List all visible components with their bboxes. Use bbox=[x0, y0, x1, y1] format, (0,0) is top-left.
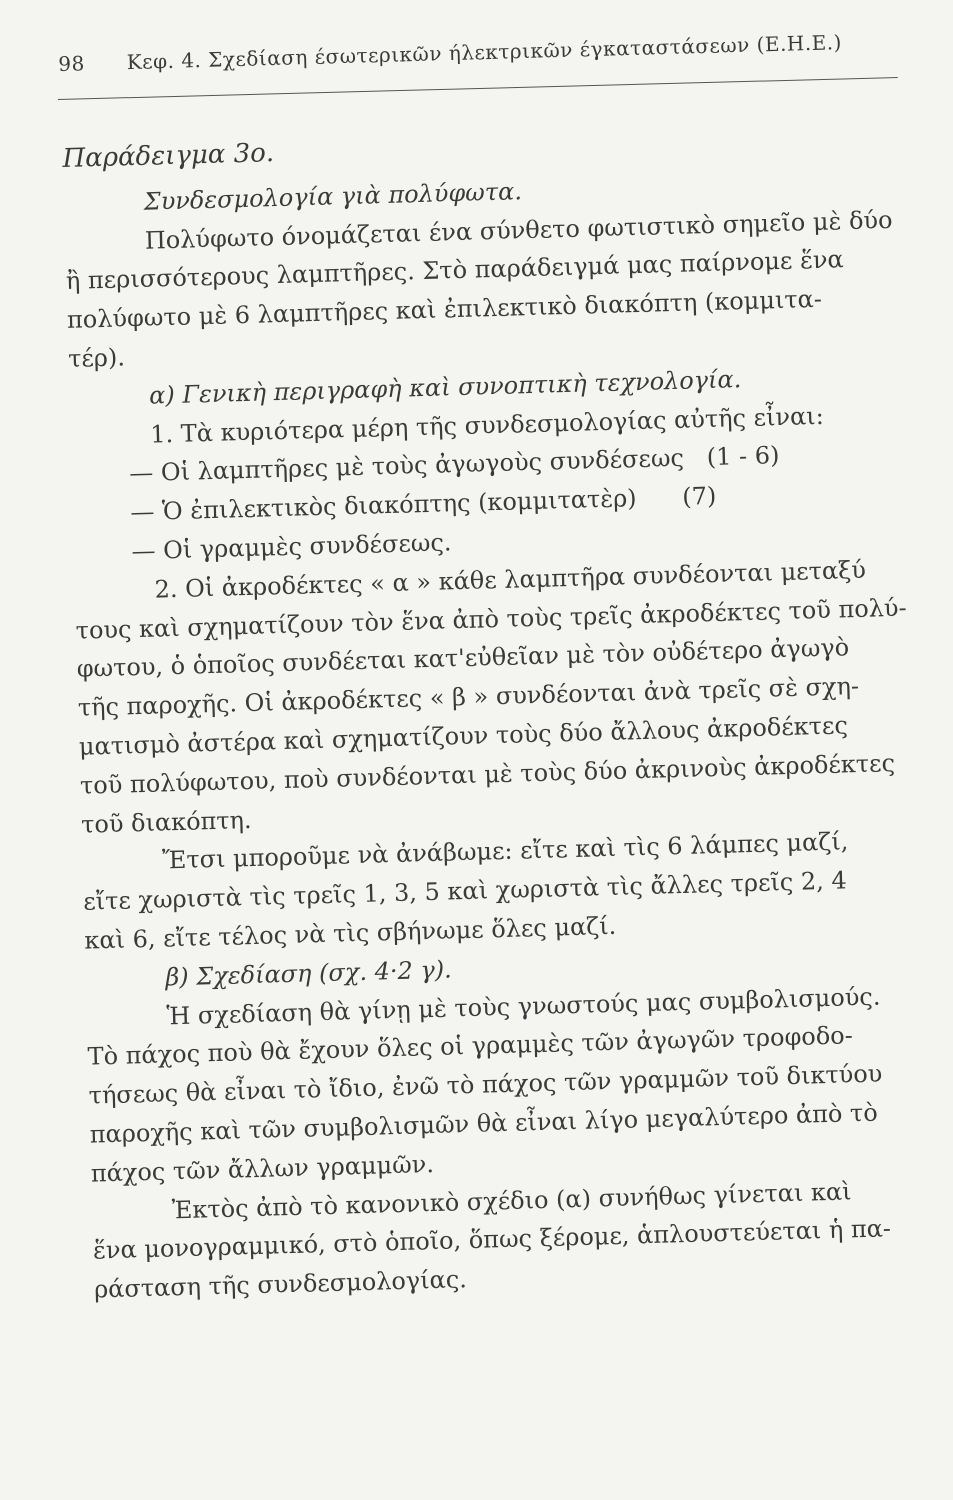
list-item: — Ὁ ἐπιλεκτικὸς διακόπτης (κομμιτατὲρ) (7) bbox=[130, 482, 717, 527]
paragraph-line: Ἡ σχεδίαση θὰ γίνῃ μὲ τοὺς γνωστούς μας συμβολισμούς. bbox=[166, 982, 881, 1030]
paragraph-line: ράσταση τῆς συνδεσμολογίας. bbox=[93, 1265, 468, 1304]
paragraph-line: τοῦ πολύφωτου, ποὺ συνδέονται μὲ τοὺς δύο ἀκρινοὺς ἀκροδέκτες bbox=[79, 748, 896, 800]
page-number: 98 bbox=[58, 51, 86, 76]
paragraph-line: τοῦ διακόπτη. bbox=[80, 805, 252, 839]
subsection-heading-b: β) Σχεδίαση (σχ. 4·2 γ). bbox=[165, 955, 453, 992]
paragraph-line: πολύφωτο μὲ 6 λαμπτῆρες καὶ ἐπιλεκτικὸ διακόπτη (κομμιτα- bbox=[66, 285, 823, 335]
paragraph-line: Τὸ πάχος ποὺ θὰ ἔχουν ὅλες οἱ γραμμὲς τῶν ἀγωγῶν τροφοδο- bbox=[87, 1021, 854, 1071]
running-header bbox=[58, 29, 898, 76]
paragraph-line: Ἐκτὸς ἀπὸ τὸ κανονικὸ σχέδιο (α) συνήθως γίνεται καὶ bbox=[171, 1176, 852, 1224]
list-item: — Οἱ λαμπτῆρες μὲ τοὺς ἀγωγοὺς συνδέσεως (1 - 6) bbox=[128, 441, 780, 488]
paragraph-line: τέρ). bbox=[67, 343, 126, 373]
paragraph-line: πάχος τῶν ἄλλων γραμμῶν. bbox=[90, 1149, 435, 1188]
example-title: Παράδειγμα 3ο. bbox=[62, 138, 275, 174]
paragraph-line: καὶ 6, εἴτε τέλος νὰ τὶς σβήνωμε ὅλες μαζί. bbox=[83, 911, 617, 955]
paragraph-line: τῆς παροχῆς. Οἱ ἀκροδέκτες « β » συνδέονται ἀνὰ τρεῖς σὲ σχη- bbox=[77, 672, 860, 722]
subsection-heading-a: α) Γενικὴ περιγραφὴ καὶ συνοπτικὴ τεχνολογία. bbox=[148, 364, 742, 410]
paragraph-line: εἴτε χωριστὰ τὶς τρεῖς 1, 3, 5 καὶ χωριστὰ τὶς ἄλλες τρεῖς 2, 4 bbox=[82, 866, 848, 916]
paragraph-line: παροχῆς καὶ τῶν συμβολισμῶν θὰ εἶναι λίγο μεγαλύτερο ἀπὸ τὸ bbox=[89, 1098, 879, 1149]
body-text bbox=[62, 116, 953, 1309]
list-item: — Οἱ γραμμὲς συνδέσεως. bbox=[131, 528, 452, 566]
paragraph-line: ἢ περισσότερους λαμπτῆρες. Στὸ παράδειγμά μας παίρνομε ἕνα bbox=[65, 245, 845, 296]
paragraph-line: τήσεως θὰ εἶναι τὸ ἴδιο, ἐνῶ τὸ πάχος τῶν γραμμῶν τοῦ δικτύου bbox=[88, 1059, 883, 1110]
paragraph-line: φωτου, ὁ ὁποῖος συνδέεται κατ'εὐθεῖαν μὲ τὸν οὐδέτερο ἀγωγὸ bbox=[76, 633, 850, 684]
paragraph-line: ματισμὸ ἀστέρα καὶ σχηματίζουν τοὺς δύο ἄλλους ἀκροδέκτες bbox=[78, 711, 849, 761]
paragraph-line: Ἔτσι μποροῦμε νὰ ἀνάβωμε: εἴτε καὶ τὶς 6 λάμπες μαζί, bbox=[161, 827, 849, 875]
paragraph-line: ἕνα μονογραμμικό, στὸ ὁποῖο, ὅπως ξέρομε, ἁπλουστεύεται ἡ πα- bbox=[92, 1214, 892, 1265]
paragraph-line: Πολύφωτο όνομάζεται ένα σύνθετο φωτιστικὸ σημεῖο μὲ δύο bbox=[144, 205, 893, 255]
header-rule bbox=[58, 77, 898, 100]
paragraph-line: 2. Οἱ ἀκροδέκτες « α » κάθε λαμπτῆρα συνδέονται μεταξύ bbox=[154, 555, 867, 604]
paragraph-line: 1. Τὰ κυριότερα μέρη τῆς συνδεσμολογίας αὐτῆς εἶναι: bbox=[149, 401, 825, 449]
paragraph-line: τους καὶ σχηματίζουν τὸν ἕνα ἀπὸ τοὺς τρεῖς ἀκροδέκτες τοῦ πολύ- bbox=[75, 593, 907, 645]
running-title: Κεφ. 4. Σχεδίαση έσωτερικῶν ήλεκτρικῶν έγκαταστάσεων (Ε.Η.Ε.) bbox=[126, 30, 843, 75]
section-subtitle: Συνδεσμολογία γιὰ πολύφωτα. bbox=[143, 176, 523, 216]
